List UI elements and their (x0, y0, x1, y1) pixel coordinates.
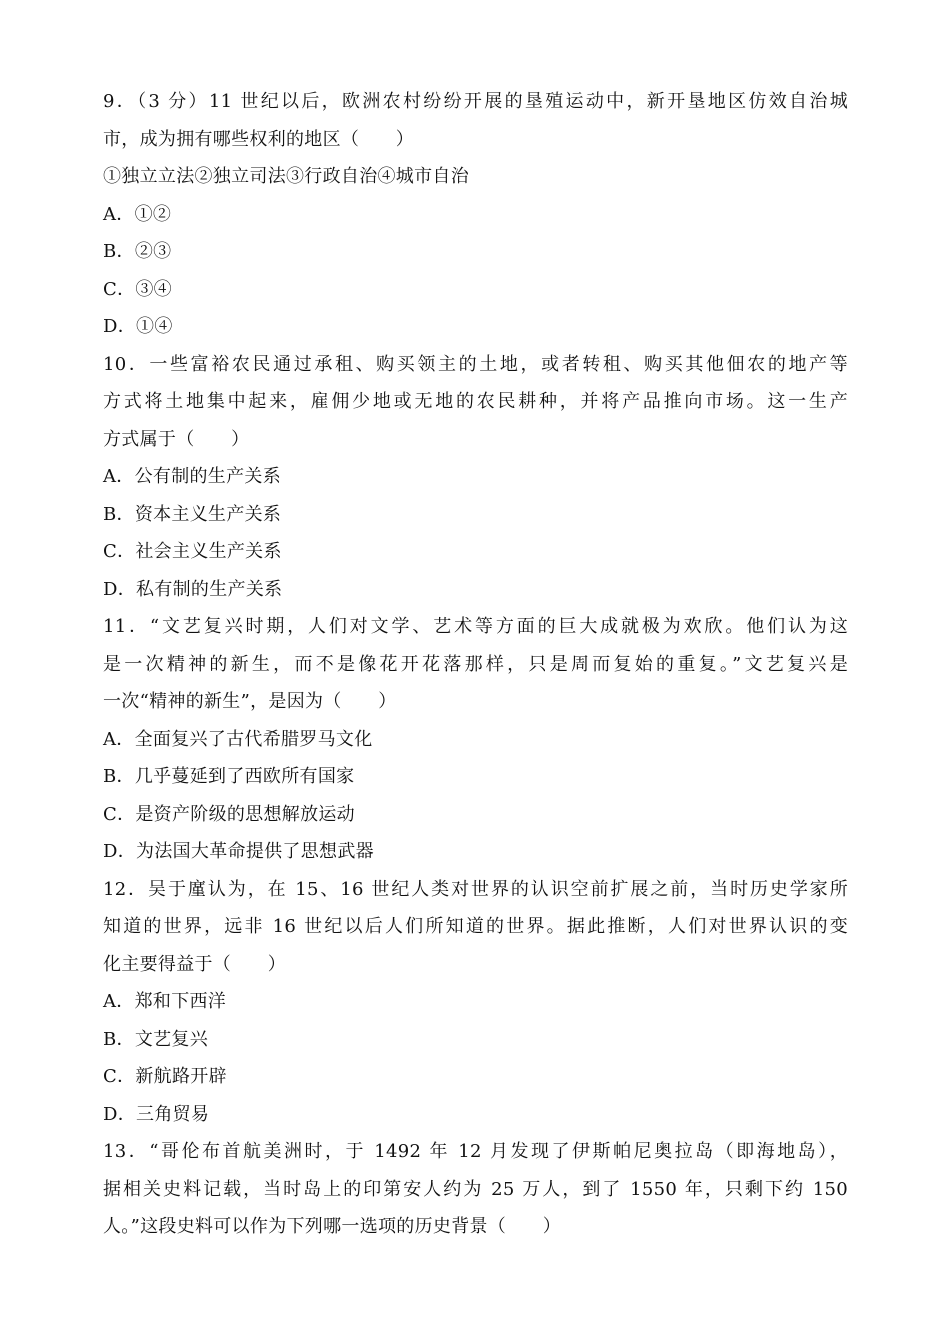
option-b: B．文艺复兴 (103, 1028, 209, 1050)
question-stem-line: 13．“哥伦布首航美洲时，于 1492 年 12 月发现了伊斯帕尼奥拉岛（即海地岛）， (103, 1141, 848, 1162)
question-stem-line: 10．一些富裕农民通过承租、购买领主的土地，或者转租、购买其他佃农的地产等 (103, 353, 848, 375)
question-stem-line: 化主要得益于（ ） (103, 953, 286, 975)
option-a: A．①② (103, 203, 172, 225)
option-a: A．郑和下西洋 (103, 991, 227, 1012)
question-stem-line: 方式属于（ ） (103, 428, 250, 450)
exam-page (103, 83, 848, 1246)
option-c: C．③④ (103, 278, 172, 300)
question-stem-line: 9．（3 分）11 世纪以后，欧洲农村纷纷开展的垦殖运动中，新开垦地区仿效自治城 (103, 91, 848, 112)
option-a: A．全面复兴了古代希腊罗马文化 (103, 728, 373, 750)
option-b: B．②③ (103, 241, 172, 262)
question-9 (103, 83, 848, 346)
option-c: C．是资产阶级的思想解放运动 (103, 803, 355, 825)
option-c: C．新航路开辟 (103, 1066, 227, 1087)
option-d: D．私有制的生产关系 (103, 578, 283, 600)
option-d: D．①④ (103, 316, 173, 337)
question-stem-line: 方式将土地集中起来，雇佣少地或无地的农民耕种，并将产品推向市场。这一生产 (103, 391, 848, 412)
question-stem-line: 是一次精神的新生，而不是像花开花落那样，只是周而复始的重复。”文艺复兴是 (103, 653, 848, 675)
option-d: D．为法国大革命提供了思想武器 (103, 841, 374, 862)
question-stem-line: 人。”这段史料可以作为下列哪一选项的历史背景（ ） (103, 1216, 561, 1237)
question-stem-line: 市，成为拥有哪些权利的地区（ ） (103, 128, 415, 150)
question-stem-line: 12．吴于廑认为，在 15、16 世纪人类对世界的认识空前扩展之前，当时历史学家所 (103, 878, 848, 900)
question-stem-line: 据相关史料记载，当时岛上的印第安人约为 25 万人，到了 1550 年，只剩下约 150 (103, 1178, 848, 1200)
question-stem-line: 知道的世界，远非 16 世纪以后人们所知道的世界。据此推断，人们对世界认识的变 (103, 916, 848, 937)
question-12 (103, 871, 848, 1134)
option-d: D．三角贸易 (103, 1103, 210, 1125)
option-a: A．公有制的生产关系 (103, 466, 281, 487)
question-13 (103, 1133, 848, 1246)
option-b: B．几乎蔓延到了西欧所有国家 (103, 766, 355, 787)
question-10 (103, 346, 848, 609)
question-statement-list: ①独立立法②独立司法③行政自治④城市自治 (103, 166, 469, 187)
option-b: B．资本主义生产关系 (103, 503, 282, 525)
question-stem-line: 一次“精神的新生”，是因为（ ） (103, 691, 397, 712)
question-11 (103, 608, 848, 871)
option-c: C．社会主义生产关系 (103, 541, 282, 562)
question-stem-line: 11．“文艺复兴时期，人们对文学、艺术等方面的巨大成就极为欢欣。他们认为这 (103, 616, 848, 637)
